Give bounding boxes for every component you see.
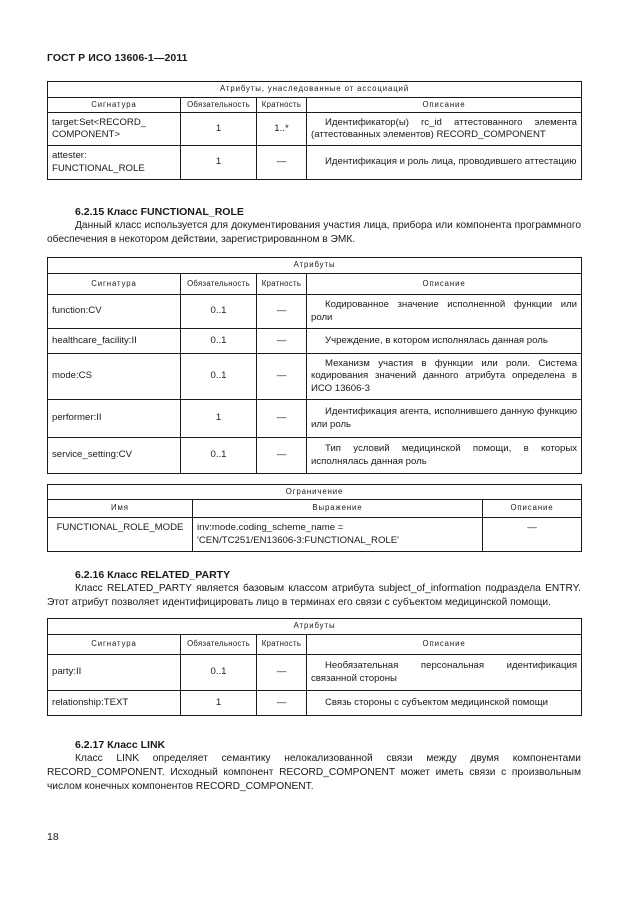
paragraph-text: Класс LINK определяет семантику нелокализованной связи между двумя компонентами RECORD_COMPONENT. Исходный компонент RECORD_COMPONENT может иметь связи с произвольным числом конечных компонентов RECORD_COMPONENT. <box>47 753 581 792</box>
column-header: Кратность <box>257 98 307 113</box>
section-title: 6.2.17 Класс LINK <box>75 739 166 751</box>
signature-cell: party:II <box>48 655 181 691</box>
description-text: Механизм участия в функции или роли. Система кодирования значений данного атрибута определена в ИСО 13606-3 <box>311 357 578 394</box>
table-row <box>48 438 582 474</box>
section-title: 6.2.15 Класс FUNCTIONAL_ROLE <box>75 206 244 218</box>
obligation-cell: 0..1 <box>181 295 257 329</box>
description-text: Идентификация агента, исполнившего данную функцию или роль <box>311 406 578 430</box>
multiplicity-cell: — <box>257 295 307 329</box>
page-number: 18 <box>47 831 59 843</box>
obligation-cell: 1 <box>181 146 257 180</box>
column-header: Выражение <box>193 500 483 518</box>
expression-line: 'CEN/TC251/EN13606-3:FUNCTIONAL_ROLE' <box>197 534 400 546</box>
paragraph-text: Класс RELATED_PARTY является базовым классом атрибута subject_of_information подраздела ENTRY. Этот атрибут позволяет идентифицировать лицо в терминах его связи с субъектом медицинской помощи. <box>47 583 581 608</box>
signature-cell: service_setting:CV <box>48 438 181 474</box>
multiplicity-cell: — <box>257 655 307 691</box>
section-title: 6.2.16 Класс RELATED_PARTY <box>75 569 231 581</box>
description-cell <box>307 354 582 400</box>
table-row <box>48 295 582 329</box>
table-row <box>48 113 582 146</box>
column-header: Описание <box>307 98 582 113</box>
expression-line: inv:mode.coding_scheme_name = <box>197 522 344 533</box>
description-cell <box>307 113 582 146</box>
table-row <box>48 400 582 438</box>
signature-cell: relationship:TEXT <box>48 691 181 716</box>
obligation-cell: 1 <box>181 400 257 438</box>
column-header: Описание <box>307 635 582 655</box>
column-header: Сигнатура <box>48 98 181 113</box>
column-header: Кратность <box>257 635 307 655</box>
table-row <box>48 329 582 354</box>
description-cell <box>307 691 582 716</box>
obligation-cell: 0..1 <box>181 354 257 400</box>
table-caption: Атрибуты, унаследованные от ассоциаций <box>48 82 582 98</box>
signature-cell: performer:II <box>48 400 181 438</box>
multiplicity-cell: — <box>257 329 307 354</box>
description-text: Идентификация и роль лица, проводившего аттестацию <box>325 156 577 168</box>
column-header: Кратность <box>257 274 307 295</box>
multiplicity-cell: — <box>257 400 307 438</box>
signature-cell: target:Set<RECORD_ COMPONENT> <box>48 113 181 146</box>
multiplicity-cell: — <box>257 354 307 400</box>
obligation-cell: 1 <box>181 113 257 146</box>
table-caption: Атрибуты <box>48 258 582 274</box>
column-header: Обязательность <box>181 274 257 295</box>
description-cell <box>307 295 582 329</box>
page-header: ГОСТ Р ИСО 13606-1—2011 <box>47 52 188 64</box>
attributes-table <box>47 618 582 716</box>
signature-cell: healthcare_facility:II <box>48 329 181 354</box>
inherited-attributes-table <box>47 81 582 180</box>
obligation-cell: 0..1 <box>181 438 257 474</box>
description-text: Тип условий медицинской помощи, в которых исполнялась данная роль <box>311 443 578 467</box>
table-caption: Атрибуты <box>48 619 582 635</box>
column-header: Сигнатура <box>48 635 181 655</box>
description-text: Учреждение, в котором исполнялась данная роль <box>325 334 548 346</box>
multiplicity-cell: — <box>257 691 307 716</box>
column-header: Описание <box>483 500 582 518</box>
constraint-table <box>47 484 582 552</box>
obligation-cell: 0..1 <box>181 655 257 691</box>
column-header: Обязательность <box>181 635 257 655</box>
signature-cell: attester: FUNCTIONAL_ROLE <box>48 146 181 180</box>
signature-cell: function:CV <box>48 295 181 329</box>
column-header: Обязательность <box>181 98 257 113</box>
description-cell <box>307 400 582 438</box>
paragraph-text: Данный класс используется для документирования участия лица, прибора или компонента программного обеспечения в некотором действии, зарегистрированном в ЭМК. <box>47 220 581 245</box>
table-row <box>48 354 582 400</box>
multiplicity-cell: — <box>257 146 307 180</box>
attributes-table <box>47 257 582 474</box>
section-paragraph <box>47 582 581 610</box>
section-paragraph <box>47 752 581 794</box>
description-cell <box>307 146 582 180</box>
column-header: Сигнатура <box>48 274 181 295</box>
table-row <box>48 655 582 691</box>
obligation-cell: 0..1 <box>181 329 257 354</box>
description-text: Идентификатор(ы) rc_id аттестованного элемента (аттестованных элементов) RECORD_COMPONENT <box>311 116 578 140</box>
constraint-name-cell: FUNCTIONAL_ROLE_MODE <box>48 518 193 552</box>
signature-cell: mode:CS <box>48 354 181 400</box>
description-text: Связь стороны с субъектом медицинской помощи <box>325 696 548 708</box>
description-cell <box>307 438 582 474</box>
obligation-cell: 1 <box>181 691 257 716</box>
column-header: Имя <box>48 500 193 518</box>
table-row <box>48 691 582 716</box>
description-cell <box>307 655 582 691</box>
table-caption: Ограничение <box>48 485 582 500</box>
constraint-description-cell: — <box>483 518 582 552</box>
description-cell <box>307 329 582 354</box>
multiplicity-cell: 1..* <box>257 113 307 146</box>
table-row <box>48 518 582 552</box>
constraint-expression-cell <box>193 518 483 552</box>
column-header: Описание <box>307 274 582 295</box>
description-text: Кодированное значение исполненной функции или роли <box>311 299 578 323</box>
description-text: Необязательная персональная идентификация связанной стороны <box>311 660 578 684</box>
section-paragraph <box>47 219 581 247</box>
table-row <box>48 146 582 180</box>
multiplicity-cell: — <box>257 438 307 474</box>
